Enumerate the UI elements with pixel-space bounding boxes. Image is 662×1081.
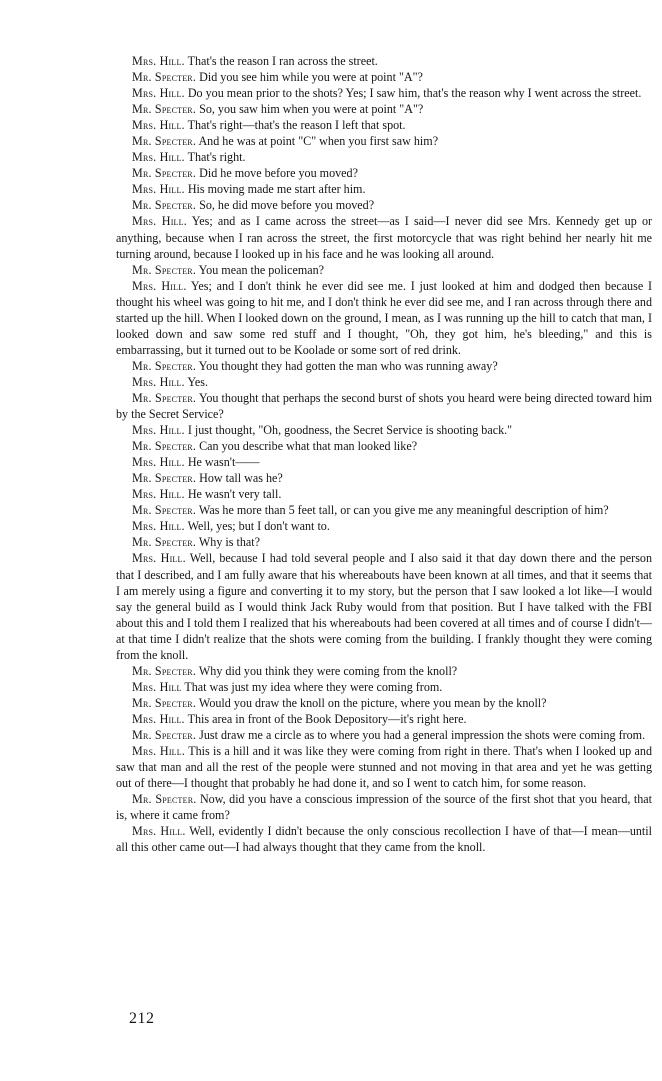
testimony-paragraph (116, 502, 652, 518)
testimony-paragraph (116, 711, 652, 727)
testimony-paragraph (116, 85, 652, 101)
testimony-paragraph (116, 390, 652, 422)
testimony-text: How tall was he? (199, 471, 283, 486)
testimony-text: You thought they had gotten the man who was running away? (198, 358, 498, 373)
speaker-name: Mr. Specter. (132, 262, 197, 277)
testimony-paragraph (116, 181, 652, 197)
testimony-text: He wasn't very tall. (187, 487, 282, 502)
testimony-paragraph (116, 695, 652, 711)
testimony-paragraph (116, 534, 652, 550)
speaker-name: Mr. Specter. (132, 503, 197, 518)
speaker-name: Mr. Specter. (132, 792, 197, 807)
testimony-paragraph (116, 374, 652, 390)
speaker-name: Mr. Specter. (132, 663, 197, 678)
testimony-paragraph (116, 197, 652, 213)
speaker-name: Mr. Specter. (132, 70, 197, 85)
testimony-text: You mean the policeman? (198, 262, 325, 277)
speaker-name: Mr. Specter. (132, 102, 197, 117)
testimony-paragraph (116, 438, 652, 454)
testimony-paragraph (116, 550, 652, 662)
speaker-name: Mrs. Hill. (132, 487, 185, 502)
testimony-paragraph (116, 823, 652, 855)
testimony-paragraph (116, 486, 652, 502)
testimony-text: That's the reason I ran across the street. (187, 54, 378, 68)
testimony-paragraph (116, 149, 652, 165)
testimony-text: He wasn't—— (187, 455, 260, 470)
speaker-name: Mr. Specter. (132, 439, 197, 454)
testimony-text: This is a hill and it was like they were coming from right in there. That's when I looked up and saw that man and all the rest of the people were stunned and not moving in that area and yet he was getting out of there—I thought that probably he had done it, and so I went to catch him, for some reason. (116, 744, 652, 791)
testimony-text: Well, evidently I didn't because the only conscious recollection I have of that—I mean—until all this other came out—I had always thought that they came from the knoll. (116, 824, 652, 855)
speaker-name: Mrs. Hill. (132, 711, 185, 726)
testimony-text: And he was at point "C" when you first saw him? (198, 134, 439, 149)
testimony-paragraph (116, 679, 652, 695)
speaker-name: Mr. Specter. (132, 134, 197, 149)
testimony-paragraph (116, 470, 652, 486)
testimony-text: Yes; and I don't think he ever did see me. I just looked at him and dodged then because I thought his wheel was going to hit me, and I don't think he ever did see me, and I ran across through there and started up the hill. When I looked down on the ground, I mean, as I was running up the hill to catch that man, I looked down and saw some red stuff and I thought, "Oh, they got him, he's bleeding," and this is embarrassing, but it turned out to be Koolade or some sort of red drink. (116, 278, 653, 357)
testimony-text: His moving made me start after him. (187, 182, 366, 197)
testimony-text: Why did you think they were coming from the knoll? (198, 663, 458, 678)
speaker-name: Mrs. Hill. (132, 86, 185, 101)
testimony-paragraph (116, 518, 652, 534)
testimony-paragraph (116, 278, 652, 358)
testimony-paragraph (116, 422, 652, 438)
speaker-name: Mrs. Hill. (132, 214, 187, 229)
testimony-text: Did you see him while you were at point "A"? (199, 70, 423, 85)
testimony-paragraph (116, 53, 652, 69)
testimony-paragraph (116, 213, 652, 261)
testimony-text: So, you saw him when you were at point "A"? (199, 102, 424, 117)
testimony-text: Would you draw the knoll on the picture, where you mean by the knoll? (198, 695, 547, 710)
speaker-name: Mrs. Hill. (132, 278, 187, 293)
speaker-name: Mrs. Hill. (132, 824, 186, 839)
testimony-text: Well, because I had told several people and I also said it that day down there and the person that I described, and I am fully aware that his whereabouts have been known at all times, and that it seems that I am merely using a figure and converting it to my story, but the person that I saw looked a lot like—I would say the general build as I would think Jack Ruby would from that position. But I have talked with the FBI about this and I told them I realized that his whereabouts had been covered at all times and of course I didn't—at that time I didn't realize that the shots were coming from the building. I frankly thought they were coming from the knoll. (116, 551, 652, 662)
speaker-name: Mrs. Hill. (132, 551, 186, 566)
speaker-name: Mrs. Hill. (132, 150, 185, 165)
testimony-text: Do you mean prior to the shots? Yes; I saw him, that's the reason why I went across the street. (187, 86, 642, 101)
testimony-paragraph (116, 663, 652, 679)
testimony-text: So, he did move before you moved? (199, 198, 375, 213)
testimony-text: Well, yes; but I don't want to. (187, 519, 330, 534)
speaker-name: Mr. Specter. (132, 535, 197, 550)
speaker-name: Mrs. Hill. (132, 744, 186, 759)
speaker-name: Mrs. Hill. (132, 455, 185, 470)
testimony-paragraph (116, 117, 652, 133)
speaker-name: Mr. Specter. (132, 166, 197, 181)
testimony-text: Just draw me a circle as to where you had a general impression the shots were coming from. (199, 727, 646, 742)
testimony-paragraph (116, 165, 652, 181)
testimony-paragraph (116, 133, 652, 149)
speaker-name: Mrs. Hill. (132, 118, 185, 133)
speaker-name: Mrs. Hill. (132, 519, 185, 534)
speaker-name: Mr. Specter. (132, 390, 197, 405)
testimony-paragraph (116, 743, 652, 791)
testimony-text: This area in front of the Book Depository—it's right here. (187, 711, 467, 726)
speaker-name: Mr. Specter. (132, 695, 197, 710)
testimony-paragraph (116, 358, 652, 374)
speaker-name: Mr. Specter. (132, 358, 197, 373)
testimony-paragraph (116, 262, 652, 278)
testimony-paragraph (116, 69, 652, 85)
testimony-text: That's right. (187, 150, 246, 165)
testimony-text: Yes; and as I came across the street—as I said—I never did see Mrs. Kennedy get up or anything, because when I ran across the street, the first motorcycle that was right behind her nearly hit me turning around, because I looked up in his face and he was looking all around. (116, 214, 653, 261)
testimony-paragraph (116, 727, 652, 743)
speaker-name: Mr. Specter. (132, 727, 197, 742)
testimony-text: That was just my idea where they were coming from. (184, 679, 443, 694)
testimony-paragraph (116, 101, 652, 117)
testimony-paragraph (116, 454, 652, 470)
speaker-name: Mrs. Hill. (132, 182, 185, 197)
testimony-text: You thought that perhaps the second burst of shots you heard were being directed toward him by the Secret Service? (116, 390, 652, 422)
testimony-text: Why is that? (198, 535, 261, 550)
testimony-text: Can you describe what that man looked like? (199, 439, 418, 454)
testimony-text: Now, did you have a conscious impression of the source of the first shot that you heard, that is, where it came from? (116, 792, 653, 823)
speaker-name: Mr. Specter. (132, 198, 197, 213)
speaker-name: Mrs. Hill. (132, 423, 185, 438)
testimony-text: Did he move before you moved? (199, 166, 358, 181)
testimony-paragraph (116, 791, 652, 823)
testimony-text: That's right—that's the reason I left that spot. (187, 118, 406, 133)
testimony-transcript (116, 53, 652, 855)
testimony-text: Yes. (187, 374, 208, 389)
page-number: 212 (129, 1010, 155, 1027)
speaker-name: Mrs. Hill. (132, 54, 185, 68)
speaker-name: Mrs. Hill. (132, 374, 185, 389)
speaker-name: Mr. Specter. (132, 471, 197, 486)
testimony-text: Was he more than 5 feet tall, or can you give me any meaningful description of him? (198, 503, 609, 518)
testimony-text: I just thought, "Oh, goodness, the Secret Service is shooting back." (187, 423, 513, 438)
speaker-name: Mrs. Hill (132, 679, 182, 694)
